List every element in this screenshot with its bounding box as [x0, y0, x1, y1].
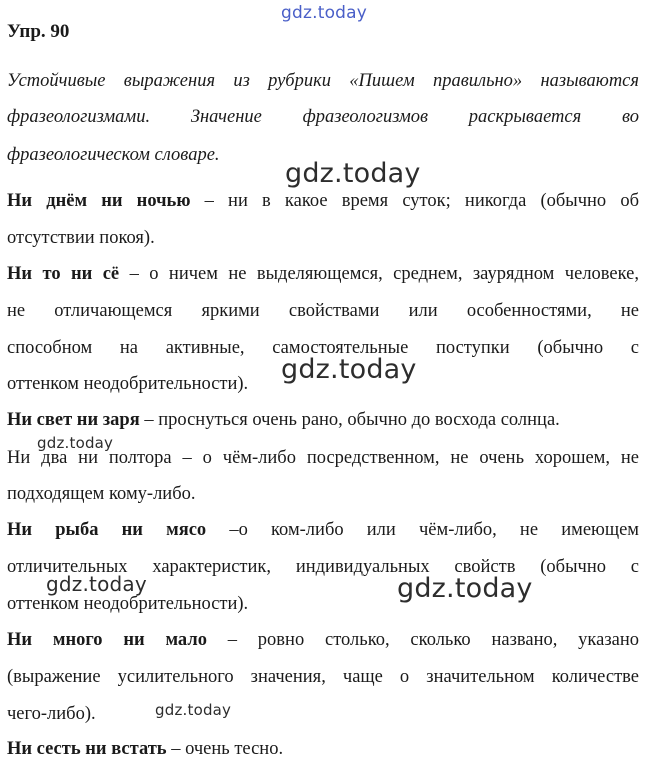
entry-line: чего-либо). [7, 704, 96, 724]
watermark: gdz.today [46, 572, 147, 596]
entry-term: Ни много ни мало [7, 630, 207, 650]
intro-line: Устойчивые выражения из рубрики «Пишем правильно» называются [7, 71, 639, 91]
entry-term: Ни свет ни заря [7, 410, 140, 430]
entry-line: Ни два ни полтора – о чём-либо посредственном, не очень хорошем, не [7, 448, 639, 468]
entry-term: Ни то ни сё [7, 264, 120, 284]
watermark: gdz.today [155, 701, 232, 719]
entry-term: Ни днём ни ночью [7, 191, 191, 211]
intro-line: фразеологизмами. Значение фразеологизмов раскрывается во [7, 107, 639, 127]
intro-line: фразеологическом словаре. [7, 145, 220, 165]
entry-term: Ни сесть ни встать [7, 739, 167, 759]
entry-definition: – ровно столько, сколько названо, указано [206, 630, 639, 650]
entry-definition: – о ничем не выделяющемся, среднем, заурядном человеке, [119, 264, 640, 284]
watermark: gdz.today [37, 434, 114, 452]
exercise-title: Упр. 90 [7, 21, 70, 42]
entry-line: оттенком неодобрительности). [7, 374, 249, 394]
entry-line [7, 519, 639, 541]
entry-term: Ни рыба ни мясо [7, 520, 207, 540]
watermark-top: gdz.today [281, 3, 368, 23]
entry-line: отличительных характеристик, индивидуальных свойств (обычно с [7, 557, 639, 577]
entry-line: отсутствии покоя). [7, 228, 155, 248]
entry-line: подходящем кому-либо. [7, 484, 196, 504]
entry-line: не отличающемся яркими свойствами или особенностями, не [7, 301, 639, 321]
watermark: gdz.today [285, 158, 421, 189]
entry-line [7, 738, 639, 760]
entry-line [7, 409, 639, 431]
watermark: gdz.today [397, 573, 533, 604]
entry-line [7, 190, 639, 212]
entry-line [7, 263, 639, 285]
entry-line: способном на активные, самостоятельные поступки (обычно с [7, 338, 639, 358]
entry-line: (выражение усилительного значения, чаще о значительном количестве [7, 667, 639, 687]
entry-line: оттенком неодобрительности). [7, 594, 249, 614]
entry-definition: – очень тесно. [166, 739, 284, 759]
entry-line [7, 629, 639, 651]
watermark: gdz.today [281, 354, 417, 385]
entry-definition: – проснуться очень рано, обычно до восхода солнца. [139, 410, 560, 430]
entry-definition: – ни в какое время суток; никогда (обычно об [190, 191, 639, 211]
entry-definition: –о ком-либо или чём-либо, не имеющем [206, 520, 640, 540]
